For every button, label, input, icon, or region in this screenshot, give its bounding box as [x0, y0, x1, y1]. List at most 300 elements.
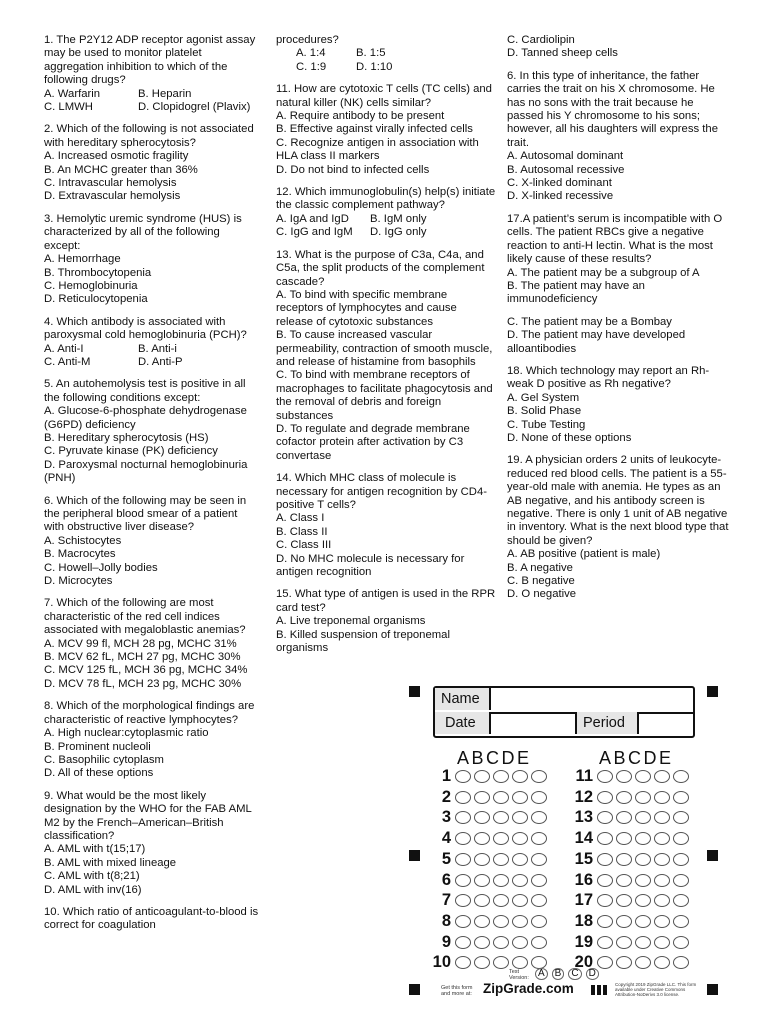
answer-bubble — [531, 874, 547, 887]
answer-option: A. Anti-I — [44, 342, 84, 355]
answer-option: C. IgG and IgM — [276, 226, 353, 239]
answer-option: D. Reticulocytopenia — [44, 293, 148, 306]
answer-option: A. AML with t(15;17) — [44, 843, 146, 856]
answer-row — [427, 787, 567, 807]
period-label: Period — [575, 712, 639, 734]
answer-option: A. The patient may be a subgroup of A — [507, 266, 700, 279]
answer-option-row — [44, 101, 259, 114]
version-bubble: B — [552, 968, 565, 980]
answer-bubble — [654, 811, 670, 824]
bubble-group — [597, 853, 689, 866]
answer-bubble — [455, 874, 471, 887]
answer-option: C. Pyruvate kinase (PK) deficiency — [44, 445, 218, 458]
question-stem: 17.A patient’s serum is incompatible with O cells. The patient RBCs give a negative reaction to anti-H lectin. What is the most likely cause of these results? — [507, 212, 723, 266]
question-number: 10 — [432, 953, 451, 972]
bubble-group — [455, 956, 547, 969]
answer-bubble — [512, 853, 528, 866]
answer-option: A. AB positive (patient is male) — [507, 548, 661, 561]
answer-bubble — [493, 811, 509, 824]
question — [507, 34, 729, 61]
registration-mark — [409, 850, 420, 861]
question — [44, 700, 259, 780]
answer-bubble — [531, 894, 547, 907]
answer-bubble — [597, 894, 613, 907]
answer-option: D. Clopidogrel (Plavix) — [138, 101, 251, 114]
answer-option: C. LMWH — [44, 101, 93, 114]
question — [507, 70, 729, 204]
answer-row — [427, 911, 567, 931]
answer-bubble — [635, 853, 651, 866]
answer-option: A. IgA and IgD — [276, 212, 349, 225]
answer-bubble — [654, 770, 670, 783]
question — [44, 378, 259, 485]
bubble-group — [597, 832, 689, 845]
answer-option: D. IgG only — [370, 226, 427, 239]
answer-option: C. Howell–Jolly bodies — [44, 561, 158, 574]
question — [44, 123, 259, 203]
answer-bubble — [474, 956, 490, 969]
answer-bubble — [493, 770, 509, 783]
bubble-group — [597, 956, 689, 969]
spacer — [507, 307, 729, 316]
answer-bubble — [474, 853, 490, 866]
copyright-note: Copyright 2019 ZipGrade LLC. This form available under Creative Commons Attribution-NoDerivs 3.0 license. — [615, 982, 697, 997]
question — [276, 588, 496, 655]
version-bubble: C — [568, 968, 581, 980]
answer-bubble — [531, 791, 547, 804]
answer-option: C. MCV 125 fL, MCH 36 pg, MCHC 34% — [44, 664, 248, 677]
question — [276, 472, 496, 579]
question — [44, 906, 259, 933]
bubble-group — [597, 770, 689, 783]
bubble-group — [455, 936, 547, 949]
answer-bubble — [654, 853, 670, 866]
answer-bubble — [493, 874, 509, 887]
question-stem: 14. Which MHC class of molecule is necessary for antigen recognition by CD4-positive T cells? — [276, 472, 487, 511]
bubble-group — [597, 915, 689, 928]
answer-option: D. MCV 78 fL, MCH 23 pg, MCHC 30% — [44, 677, 242, 690]
bubble-group — [597, 874, 689, 887]
answer-bubble — [597, 936, 613, 949]
answer-bubble — [673, 936, 689, 949]
question-number: 14 — [574, 829, 593, 848]
question-number: 17 — [574, 891, 593, 910]
question-stem: procedures? — [276, 34, 339, 46]
answer-option: B. Macrocytes — [44, 548, 116, 561]
question — [507, 454, 729, 601]
answer-bubble — [616, 874, 632, 887]
answer-option: A. High nuclear:cytoplasmic ratio — [44, 727, 209, 740]
answer-bubble — [635, 770, 651, 783]
answer-bubble — [531, 832, 547, 845]
question-number: 7 — [441, 891, 451, 910]
answer-row — [569, 849, 709, 869]
question — [44, 34, 259, 114]
answer-row — [569, 870, 709, 890]
question — [276, 34, 496, 74]
answer-bubble — [597, 956, 613, 969]
answer-bubble — [512, 811, 528, 824]
answer-bubble — [597, 874, 613, 887]
answer-bubble — [512, 770, 528, 783]
question — [44, 790, 259, 897]
bubble-group — [455, 832, 547, 845]
answer-option: D. All of these options — [44, 767, 154, 780]
question-number: 9 — [441, 932, 451, 951]
question-number: 1 — [441, 767, 451, 785]
answer-bubble — [673, 956, 689, 969]
answer-bubble — [597, 915, 613, 928]
date-label: Date — [435, 712, 491, 734]
answer-bubble — [512, 936, 528, 949]
answer-row — [569, 890, 709, 910]
answer-bubble — [474, 770, 490, 783]
answer-bubble — [474, 811, 490, 824]
question-number: 16 — [574, 870, 593, 889]
question-stem: 18. Which technology may report an Rh-weak D positive as Rh negative? — [507, 364, 710, 391]
name-date-box — [433, 686, 695, 738]
answer-option: B. Anti-i — [138, 342, 177, 355]
question-number: 4 — [441, 829, 451, 848]
question — [44, 597, 259, 691]
question-number: 20 — [574, 953, 593, 972]
answer-option: D. 1:10 — [356, 60, 393, 73]
answer-bubble — [616, 770, 632, 783]
answer-row — [427, 932, 567, 952]
question-stem: 3. Hemolytic uremic syndrome (HUS) is characterized by all of the following except: — [44, 212, 242, 252]
column-left — [44, 34, 259, 942]
answer-option: A. Require antibody to be present — [276, 110, 445, 123]
answer-option: D. Paroxysmal nocturnal hemoglobinuria (PNH) — [44, 458, 248, 485]
answer-option-row — [44, 88, 259, 101]
answer-option: B. Thrombocytopenia — [44, 266, 152, 279]
bubble-group — [455, 791, 547, 804]
bubble-group — [597, 894, 689, 907]
registration-mark — [707, 686, 718, 697]
answer-option: B. Heparin — [138, 87, 192, 100]
question-number: 19 — [574, 932, 593, 951]
answer-bubble — [673, 770, 689, 783]
answer-option: B. An MCHC greater than 36% — [44, 163, 198, 176]
answer-option: D. O negative — [507, 588, 577, 601]
question-stem: 7. Which of the following are most characteristic of the red cell indices associated with megaloblastic anemias? — [44, 597, 246, 637]
answer-option: C. Recognize antigen in association with HLA class II markers — [276, 136, 479, 163]
question-stem: 1. The P2Y12 ADP receptor agonist assay may be used to monitor platelet aggregation inhibition to which of the following drugs? — [44, 34, 256, 87]
answer-option: C. Basophilic cytoplasm — [44, 753, 164, 766]
answer-bubble — [673, 915, 689, 928]
answer-bubble — [597, 853, 613, 866]
answer-option: D. Anti-P — [138, 355, 183, 368]
answer-option: C. Intravascular hemolysis — [44, 177, 177, 190]
answer-option: C. B negative — [507, 575, 575, 588]
answer-bubble — [455, 915, 471, 928]
bubble-group — [455, 811, 547, 824]
answer-bubble — [455, 956, 471, 969]
brand-mark-icon — [591, 985, 609, 995]
answer-option: B. Class II — [276, 525, 328, 538]
answer-bubble — [616, 791, 632, 804]
answer-bubble — [474, 832, 490, 845]
answer-bubble — [635, 791, 651, 804]
question-number: 11 — [575, 767, 593, 785]
answer-option: D. X-linked recessive — [507, 190, 614, 203]
answer-option: C. Anti-M — [44, 355, 91, 368]
question — [276, 249, 496, 464]
test-version-label: Test Version: — [509, 969, 529, 981]
answer-bubble — [654, 894, 670, 907]
question-number: 18 — [574, 911, 593, 930]
answer-bubble — [597, 811, 613, 824]
answer-bubble — [635, 832, 651, 845]
answer-bubble — [673, 894, 689, 907]
answer-bubble — [673, 791, 689, 804]
answer-row — [569, 787, 709, 807]
answer-bubble — [616, 956, 632, 969]
answer-option: B. Effective against virally infected cells — [276, 123, 473, 136]
bubble-group — [455, 874, 547, 887]
answer-bubble — [616, 811, 632, 824]
question-stem: 5. An autohemolysis test is positive in all the following conditions except: — [44, 378, 246, 404]
footer-note: Get this form and more at: — [441, 985, 473, 997]
answer-bubble — [474, 936, 490, 949]
answer-bubble — [531, 811, 547, 824]
answer-option: B. Hereditary spherocytosis (HS) — [44, 431, 209, 444]
answer-row — [427, 807, 567, 827]
answer-bubble — [455, 791, 471, 804]
answer-option: B. IgM only — [370, 212, 427, 225]
answer-bubble — [512, 894, 528, 907]
answer-bubble — [512, 832, 528, 845]
answer-row — [427, 890, 567, 910]
answer-option: C. X-linked dominant — [507, 177, 612, 190]
answer-bubble — [455, 936, 471, 949]
bubble-group — [455, 770, 547, 783]
answer-bubble — [635, 874, 651, 887]
question-stem: 10. Which ratio of anticoagulant-to-blood is correct for coagulation — [44, 905, 259, 932]
answer-bubble — [673, 832, 689, 845]
answer-option: B. Autosomal recessive — [507, 163, 625, 176]
answer-option: B. Solid Phase — [507, 405, 582, 418]
answer-option: B. MCV 62 fL, MCH 27 pg, MCHC 30% — [44, 651, 241, 664]
answer-option: A. Autosomal dominant — [507, 150, 624, 163]
answer-bubble — [455, 770, 471, 783]
answer-option: C. Cardiolipin — [507, 34, 575, 46]
question-number: 3 — [441, 808, 451, 827]
answer-option: A. Warfarin — [44, 87, 101, 100]
answer-row — [569, 911, 709, 931]
answer-option: A. Live treponemal organisms — [276, 615, 426, 628]
registration-mark — [409, 984, 420, 995]
answer-bubble — [673, 811, 689, 824]
answer-option: B. The patient may have an immunodeficiency — [507, 279, 645, 306]
answer-bubble — [597, 770, 613, 783]
answer-bubble — [531, 915, 547, 928]
name-label: Name — [435, 688, 491, 710]
answer-bubble — [531, 853, 547, 866]
answer-option: B. To cause increased vascular permeability, contraction of smooth muscle, and release of histamine from basophils — [276, 329, 493, 368]
answer-option: B. AML with mixed lineage — [44, 856, 177, 869]
answer-option: D. Tanned sheep cells — [507, 47, 618, 60]
answer-bubble — [493, 915, 509, 928]
answer-bubble — [597, 832, 613, 845]
question-number: 6 — [441, 870, 451, 889]
answer-option: B. 1:5 — [356, 47, 386, 60]
answer-bubble — [673, 853, 689, 866]
answer-bubble — [531, 936, 547, 949]
version-bubble: D — [586, 968, 599, 980]
brand-logo: ZipGrade.com — [483, 981, 574, 996]
answer-bubble — [474, 791, 490, 804]
answer-option: B. Prominent nucleoli — [44, 740, 151, 753]
answer-option: D. Extravascular hemolysis — [44, 190, 181, 203]
answer-bubble — [474, 894, 490, 907]
bubble-group — [597, 791, 689, 804]
question-number: 2 — [441, 787, 451, 806]
answer-bubble — [654, 791, 670, 804]
answer-bubble — [493, 853, 509, 866]
answer-bubble — [512, 874, 528, 887]
answer-bubble — [673, 874, 689, 887]
answer-row — [427, 870, 567, 890]
question-number: 5 — [441, 849, 451, 868]
question-stem: 4. Which antibody is associated with paroxysmal cold hemoglobinuria (PCH)? — [44, 315, 247, 342]
question-stem: 13. What is the purpose of C3a, C4a, and C5a, the split products of the complement cascade? — [276, 248, 485, 288]
answer-option: C. The patient may be a Bombay — [507, 315, 672, 328]
bubble-group — [597, 936, 689, 949]
answer-option: C. Tube Testing — [507, 418, 586, 431]
answer-option: C. 1:9 — [296, 60, 327, 73]
answer-row — [427, 849, 567, 869]
answer-option-row — [276, 213, 496, 226]
answer-bubble — [455, 811, 471, 824]
answer-option: A. MCV 99 fl, MCH 28 pg, MCHC 31% — [44, 637, 237, 650]
answer-bubble — [455, 853, 471, 866]
answer-option: A. To bind with specific membrane receptors of lymphocytes and cause release of cytotoxic substances — [276, 288, 457, 328]
question — [276, 186, 496, 240]
answer-bubble — [635, 894, 651, 907]
question-stem: 12. Which immunoglobulin(s) help(s) initiate the classic complement pathway? — [276, 186, 496, 212]
date-row — [435, 712, 693, 736]
answer-option: D. AML with inv(16) — [44, 883, 142, 896]
question — [507, 213, 729, 356]
answer-bubble — [635, 936, 651, 949]
answer-option: B. A negative — [507, 561, 573, 574]
question-stem: 11. How are cytotoxic T cells (TC cells) and natural killer (NK) cells similar? — [276, 83, 492, 109]
answer-bubble — [531, 770, 547, 783]
answer-bubble — [512, 956, 528, 969]
question-stem: 6. Which of the following may be seen in the peripheral blood smear of a patient with obstructive liver disease? — [44, 494, 247, 534]
answer-option-row — [276, 61, 496, 74]
answer-bubble — [493, 956, 509, 969]
answer-option: C. Hemoglobinuria — [44, 279, 138, 292]
answer-bubble — [474, 915, 490, 928]
question — [44, 213, 259, 307]
answer-option: A. Gel System — [507, 391, 580, 404]
name-row — [435, 688, 693, 714]
answer-option: A. Hemorrhage — [44, 253, 121, 266]
answer-bubble — [635, 811, 651, 824]
answer-option: A. Increased osmotic fragility — [44, 150, 189, 163]
answer-bubble — [654, 936, 670, 949]
bubble-group — [597, 811, 689, 824]
answer-option-row — [44, 356, 259, 369]
answer-sheet — [405, 682, 721, 1002]
bubble-letters-left: ABCDE — [457, 748, 532, 768]
question-stem: 8. Which of the morphological findings are characteristic of reactive lymphocytes? — [44, 700, 255, 726]
answer-option: C. Class III — [276, 539, 332, 552]
question-stem: 9. What would be the most likely designation by the WHO for the FAB AML M2 by the French–American–British classification? — [44, 789, 252, 842]
answer-option: A. Schistocytes — [44, 534, 122, 547]
answer-bubble — [474, 874, 490, 887]
answer-option: D. Do not bind to infected cells — [276, 163, 430, 176]
answer-bubble — [512, 915, 528, 928]
answer-option: D. The patient may have developed alloantibodies — [507, 329, 686, 355]
question — [44, 495, 259, 589]
answer-option: D. Microcytes — [44, 575, 113, 588]
answer-row — [569, 807, 709, 827]
answer-option: A. Class I — [276, 512, 325, 525]
question — [507, 365, 729, 445]
answer-option-row — [276, 47, 496, 60]
answer-option: D. No MHC molecule is necessary for antigen recognition — [276, 552, 465, 579]
question-stem: 6. In this type of inheritance, the father carries the trait on his X chromosome. He has no sons with the trait because he passed his Y chromosome to his sons; however, all his daughters will express the trait. — [507, 69, 718, 149]
answer-bubble — [616, 915, 632, 928]
bubble-group — [455, 853, 547, 866]
question-number: 13 — [574, 808, 593, 827]
bubble-letters-right: ABCDE — [599, 748, 674, 768]
answer-option: D. To regulate and degrade membrane cofactor protein after activation by C3 convertase — [276, 422, 470, 462]
answer-bubble — [455, 894, 471, 907]
question — [276, 83, 496, 177]
answer-bubble — [512, 791, 528, 804]
answer-bubble — [635, 956, 651, 969]
answer-bubble — [493, 936, 509, 949]
question-stem: 2. Which of the following is not associated with hereditary spherocytosis? — [44, 123, 254, 149]
answer-option: B. Killed suspension of treponemal organisms — [276, 628, 450, 655]
answer-option-row — [276, 226, 496, 239]
question-number: 12 — [574, 787, 593, 806]
answer-option: D. None of these options — [507, 431, 632, 444]
answer-bubble — [616, 936, 632, 949]
question-stem: 19. A physician orders 2 units of leukocyte-reduced red blood cells. The patient is a 55-year-old male with anemia. He types as an AB negative, and his antibody screen is negative. There is only 1 unit of AB negative in inventory. What is the next blood type that should be given? — [507, 454, 729, 547]
answer-bubble — [493, 832, 509, 845]
answer-row — [569, 932, 709, 952]
bubble-group — [455, 915, 547, 928]
column-right — [507, 34, 729, 611]
answer-bubble — [616, 853, 632, 866]
answer-row — [427, 828, 567, 848]
answer-bubble — [654, 832, 670, 845]
version-bubble: A — [535, 968, 548, 980]
answer-bubble — [616, 894, 632, 907]
answer-option-row — [44, 343, 259, 356]
answer-bubble — [654, 915, 670, 928]
answer-bubble — [635, 915, 651, 928]
answer-bubble — [654, 874, 670, 887]
question-stem: 15. What type of antigen is used in the RPR card test? — [276, 588, 496, 614]
answer-row — [569, 766, 709, 786]
answer-row — [427, 766, 567, 786]
answer-bubble — [597, 791, 613, 804]
question — [44, 316, 259, 370]
question-number: 8 — [441, 911, 451, 930]
answer-bubble — [654, 956, 670, 969]
answer-option: C. To bind with membrane receptors of macrophages to facilitate phagocytosis and the removal of debris and foreign substances — [276, 369, 493, 422]
answer-option: A. 1:4 — [296, 47, 326, 60]
question-number: 15 — [574, 849, 593, 868]
answer-row — [569, 828, 709, 848]
answer-bubble — [493, 791, 509, 804]
